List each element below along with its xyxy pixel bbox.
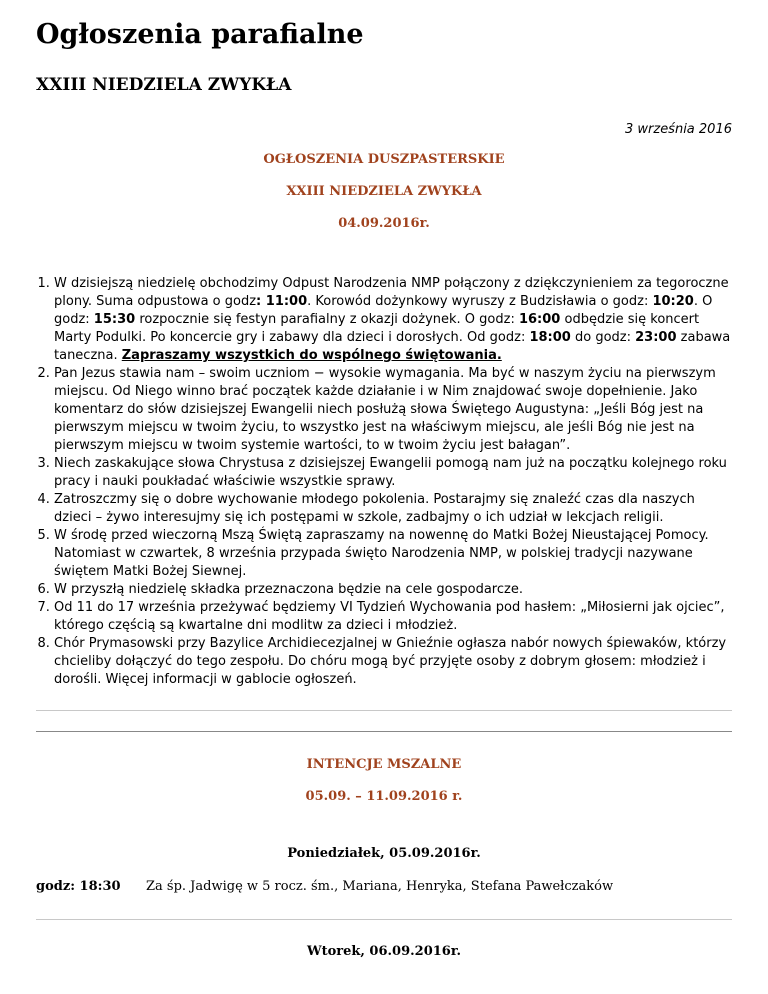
item-text: do godz: bbox=[570, 330, 636, 345]
item-time: : 11:00 bbox=[256, 294, 308, 309]
list-item bbox=[54, 275, 732, 365]
section-subheading-sunday: XXIII NIEDZIELA ZWYKŁA bbox=[286, 184, 482, 199]
mass-row bbox=[36, 878, 732, 896]
mass-time: godz: 18:30 bbox=[36, 879, 121, 894]
mass-intention: Za śp. Jadwigę w 5 rocz. śm., Mariana, Henryka, Stefana Pawełczaków bbox=[146, 879, 614, 894]
item-emphasis: Zapraszamy wszystkich do wspólnego świętowania. bbox=[121, 348, 502, 363]
divider bbox=[36, 919, 732, 920]
item-text: zabawa taneczna. bbox=[54, 330, 731, 363]
divider bbox=[36, 710, 732, 711]
item-text: odbędzie się koncert Marty Podulki. Po koncercie gry i zabawy dla dzieci i dorosłych. Od godz: bbox=[54, 312, 700, 345]
list-item: 6. W przyszłą niedzielę składka przeznaczona będzie na cele gospodarcze. bbox=[54, 581, 732, 599]
list-item: 3. Niech zaskakujące słowa Chrystusa z dzisiejszej Ewangelii pomogą nam już na początku kolejnego roku pracy i nauki poukładać właściwie wszystkie sprawy. bbox=[54, 455, 732, 491]
list-item: 5. W środę przed wieczorną Mszą Świętą zapraszamy na nowennę do Matki Bożej Nieustającej Pomocy. Natomiast w czwartek, 8 września przypada święto Narodzenia NMP, w polskiej tradycji nazywane świętem Matki Bożej Siewnej. bbox=[54, 527, 732, 581]
list-item: 7. Od 11 do 17 września przeżywać będziemy VI Tydzień Wychowania pod hasłem: „Miłosierni jak ojciec”, którego częścią są kwartalne dni modlitw za dzieci i młodzież. bbox=[54, 599, 732, 635]
item-time: 16:00 bbox=[518, 312, 561, 327]
list-item: 4. Zatroszczmy się o dobre wychowanie młodego pokolenia. Postarajmy się znaleźć czas dla naszych dzieci – żywo interesujmy się ich postępami w szkole, zadbajmy o ich udział w lekcjach religii. bbox=[54, 491, 732, 527]
section-date: 04.09.2016r. bbox=[338, 216, 430, 231]
page-subtitle: XXIII NIEDZIELA ZWYKŁA bbox=[36, 75, 292, 95]
item-time: 10:20 bbox=[652, 294, 694, 309]
item-time: 23:00 bbox=[635, 330, 677, 345]
divider bbox=[36, 731, 732, 732]
list-item: 8. Chór Prymasowski przy Bazylice Archidiecezjalnej w Gnieźnie ogłasza nabór nowych śpiewaków, którzy chcieliby dołączyć do tego zespołu. Do chóru mogą być przyjęte osoby z dobrym głosem: młodzież i dorośli. Więcej informacji w gablocie ogłoszeń. bbox=[54, 635, 732, 689]
announcements-list bbox=[36, 275, 732, 689]
section-heading-announcements: OGŁOSZENIA DUSZPASTERSKIE bbox=[263, 152, 505, 167]
item-text: W dzisiejszą niedzielę obchodzimy Odpust Narodzenia NMP połączony z dziękczynieniem za tegoroczne plony. Suma odpustowa o godz bbox=[54, 276, 729, 309]
day-heading-tuesday: Wtorek, 06.09.2016r. bbox=[306, 944, 462, 959]
item-text: . Korowód dożynkowy wyruszy z Budzisławia o godz: bbox=[307, 294, 653, 309]
post-date: 3 września 2016 bbox=[624, 122, 732, 137]
day-heading-monday: Poniedziałek, 05.09.2016r. bbox=[287, 846, 481, 861]
page-title: Ogłoszenia parafialne bbox=[36, 19, 364, 50]
item-text: . O godz: bbox=[54, 294, 713, 327]
item-text: rozpocznie się festyn parafialny z okazji dożynek. O godz: bbox=[135, 312, 519, 327]
list-item: 2. Pan Jezus stawia nam – swoim uczniom − wysokie wymagania. Ma być w naszym życiu na pierwszym miejscu. Od Niego winno brać początek każde działanie i w Nim znajdować swoje dopełnienie. Jako komentarz do słów dzisiejszej Ewangelii niech posłużą słowa Świętego Augustyna: „Jeśli Bóg jest na pierwszym miejscu w twoim życiu, to wszystko jest na właściwym miejscu, ale jeśli Bóg nie jest na pierwszym miejscu w twoim systemie wartości, to w twoim życiu jest bałagan”. bbox=[54, 365, 732, 455]
item-time: 15:30 bbox=[93, 312, 136, 327]
section-heading-intentions: INTENCJE MSZALNE bbox=[306, 757, 462, 772]
intentions-date-range: 05.09. – 11.09.2016 r. bbox=[305, 789, 463, 804]
item-time: 18:00 bbox=[529, 330, 571, 345]
